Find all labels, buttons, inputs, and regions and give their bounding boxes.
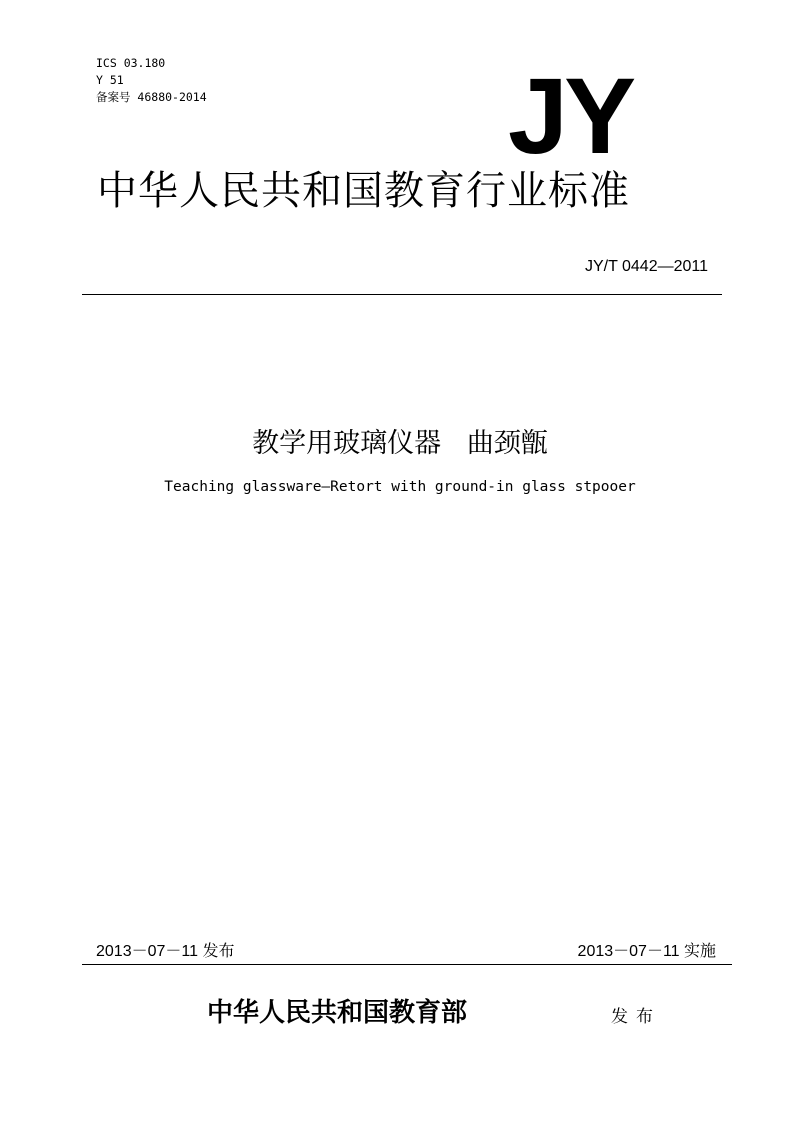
jy-logo: JY [508, 55, 633, 176]
implement-date: 2013－07－11 实施 [577, 943, 716, 960]
issue-date: 2013－07－11 发布 [96, 943, 235, 960]
standard-number: JY/T 0442—2011 [584, 258, 708, 275]
ics-code: ICS 03.180 [96, 56, 166, 70]
document-subtitle: Teaching glassware—Retort with ground-in glass stpooer [164, 479, 636, 495]
publisher-name: 中华人民共和国教育部 [207, 998, 468, 1028]
standard-title: 中华人民共和国教育行业标准 [97, 168, 630, 214]
category-code: Y 51 [96, 73, 124, 87]
top-divider [82, 294, 722, 295]
document-title: 教学用玻璃仪器 曲颈甑 [252, 428, 548, 459]
bottom-divider [82, 964, 732, 965]
meta-block [96, 55, 207, 106]
filing-number: 备案号 46880-2014 [96, 90, 207, 104]
publisher-suffix: 发布 [611, 1007, 661, 1027]
